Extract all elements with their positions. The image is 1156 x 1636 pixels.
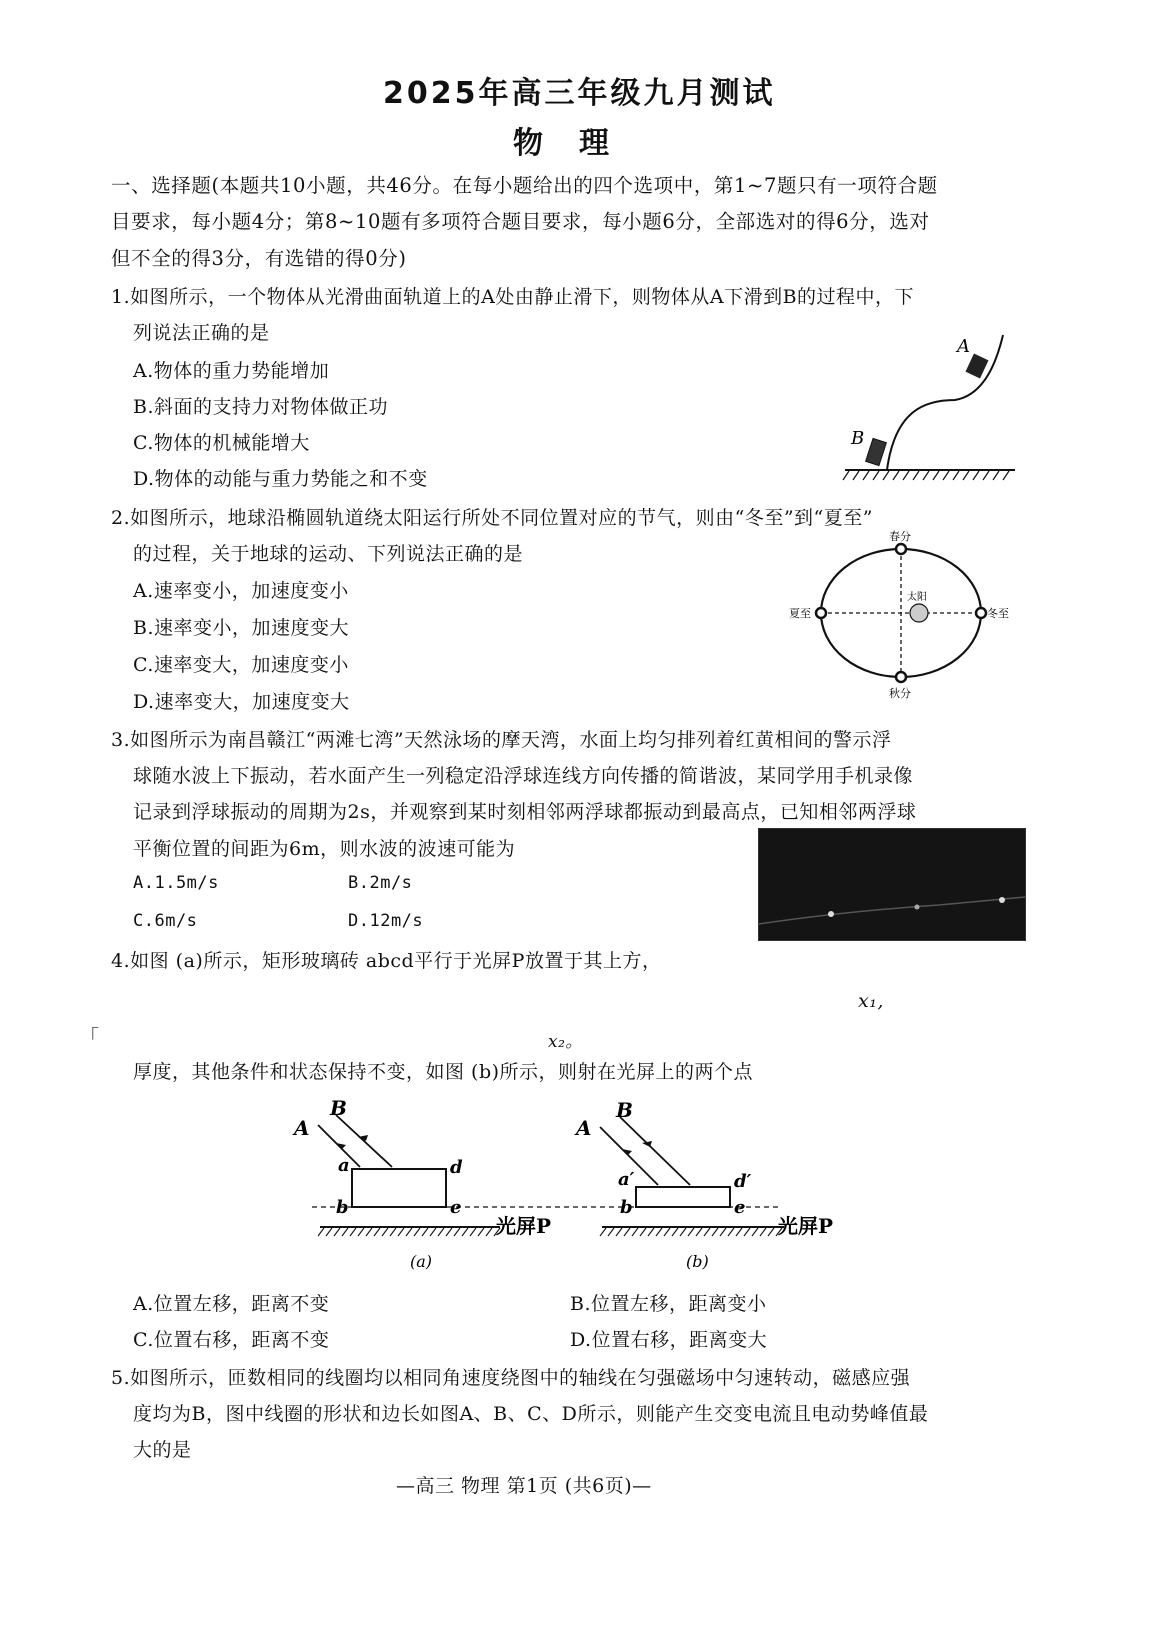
q1-label-b: B: [851, 428, 865, 449]
q3-stem-line: 平衡位置的间距为6m，则水波的波速可能为: [133, 838, 516, 860]
q3-option-c: C.6m/s: [133, 911, 198, 931]
q4a-caption: (a): [410, 1252, 433, 1271]
q4a-ray-label-b: B: [330, 1096, 347, 1120]
q1-option-d: D.物体的动能与重力势能之和不变: [133, 468, 428, 490]
q3-water-photo: [758, 828, 1026, 941]
q4b-caption: (b): [686, 1252, 709, 1271]
q2-option-b: B.速率变小，加速度变大: [133, 617, 350, 639]
q2-label-sun: 太阳: [907, 592, 927, 603]
q1-stem-line: 1.如图所示，一个物体从光滑曲面轨道上的A处由静止滑下，则物体从A下滑到B的过程中，下: [111, 286, 915, 308]
q4b-screen-label: 光屏P: [778, 1214, 834, 1238]
q2-label-summer-solstice: 夏至: [789, 607, 811, 620]
q4a-corner-d: d: [450, 1157, 463, 1178]
q1-curved-track-figure: [835, 330, 1020, 485]
q4b-ray-label-a: A: [576, 1116, 592, 1140]
q3-stem-line: 记录到浮球振动的周期为2s，并观察到某时刻相邻两浮球都振动到最高点，已知相邻两浮球: [133, 801, 917, 823]
q4a-corner-a: a: [338, 1155, 350, 1176]
q1-stem-line: 列说法正确的是: [133, 322, 270, 344]
q1-option-b: B.斜面的支持力对物体做正功: [133, 396, 389, 418]
q3-stem-line: 3.如图所示为南昌赣江“两滩七湾”天然泳场的摩天湾，水面上均匀排列着红黄相间的警示浮: [111, 729, 892, 751]
subject-title: 物 理: [513, 126, 612, 161]
q5-stem-line: 度均为B，图中线圈的形状和边长如图A、B、C、D所示，则能产生交变电流且电动势峰值最: [133, 1403, 929, 1425]
q5-stem-line: 大的是: [133, 1439, 192, 1461]
q3-option-a: A.1.5m/s: [133, 873, 219, 893]
section-intro-line: 目要求，每小题4分；第8~10题有多项符合题目要求，每小题6分，全部选对的得6分，选对: [111, 210, 930, 233]
q4a-screen-label: 光屏P: [496, 1214, 552, 1238]
q4-bracket-mark: 「: [80, 1026, 100, 1048]
q5-stem-line: 5.如图所示，匝数相同的线圈均以相同角速度绕图中的轴线在匀强磁场中匀速转动，磁感应强: [111, 1367, 911, 1389]
q2-stem-line: 的过程，关于地球的运动、下列说法正确的是: [133, 543, 524, 565]
q4-stem-line: 4.如图 (a)所示，矩形玻璃砖 abcd平行于光屏P放置于其上方，: [111, 950, 662, 972]
q4a-corner-e: e: [450, 1197, 462, 1218]
q4-option-d: D.位置右移，距离变大: [570, 1329, 768, 1351]
q1-option-a: A.物体的重力势能增加: [133, 360, 330, 382]
q2-label-spring-equinox: 春分: [889, 530, 911, 543]
section-intro-line: 一、选择题(本题共10小题，共46分。在每小题给出的四个选项中，第1~7题只有一项符合题: [111, 174, 938, 197]
q4-figure-b: [574, 1098, 833, 1271]
q4b-corner-a: a′: [618, 1169, 635, 1190]
page-footer: —高三 物理 第1页 (共6页)—: [396, 1475, 652, 1497]
q4-x1-fragment: x₁,: [858, 990, 884, 1012]
q4-option-a: A.位置左移，距离不变: [133, 1293, 330, 1315]
q4b-corner-d: d′: [734, 1171, 752, 1192]
q2-label-autumn-equinox: 秋分: [889, 687, 911, 700]
q4a-corner-b: b: [336, 1197, 349, 1218]
exam-title: 2025年高三年级九月测试: [383, 76, 776, 111]
q4-figure-a: [292, 1096, 620, 1271]
q3-option-d: D.12m/s: [348, 911, 424, 931]
q2-orbit-figure: [785, 528, 1025, 703]
q2-option-a: A.速率变小，加速度变小: [133, 580, 349, 602]
q4-option-c: C.位置右移，距离不变: [133, 1329, 330, 1351]
q4b-corner-e: e: [734, 1197, 746, 1218]
q2-label-winter-solstice: 冬至: [987, 607, 1009, 620]
q2-option-d: D.速率变大，加速度变大: [133, 691, 350, 713]
q4-x2-fragment: x₂。: [548, 1032, 583, 1052]
q1-option-c: C.物体的机械能增大: [133, 432, 310, 454]
q4-option-b: B.位置左移，距离变小: [570, 1293, 767, 1315]
q4b-ray-label-b: B: [616, 1098, 633, 1122]
q4a-ray-label-a: A: [294, 1116, 310, 1140]
q3-stem-line: 球随水波上下振动，若水面产生一列稳定沿浮球连线方向传播的简谐波，某同学用手机录像: [133, 765, 914, 787]
q1-label-a: A: [957, 336, 970, 357]
q2-option-c: C.速率变大，加速度变小: [133, 654, 349, 676]
q4b-corner-b: b: [620, 1197, 633, 1218]
section-intro-line: 但不全的得3分，有选错的得0分): [111, 247, 407, 270]
q3-option-b: B.2m/s: [348, 873, 413, 893]
q4-stem-line: 厚度，其他条件和状态保持不变，如图 (b)所示，则射在光屏上的两个点: [133, 1061, 754, 1083]
q4-glass-block-figure: [290, 1095, 850, 1275]
q2-stem-line: 2.如图所示，地球沿椭圆轨道绕太阳运行所处不同位置对应的节气，则由“冬至”到“夏至”: [111, 507, 873, 529]
